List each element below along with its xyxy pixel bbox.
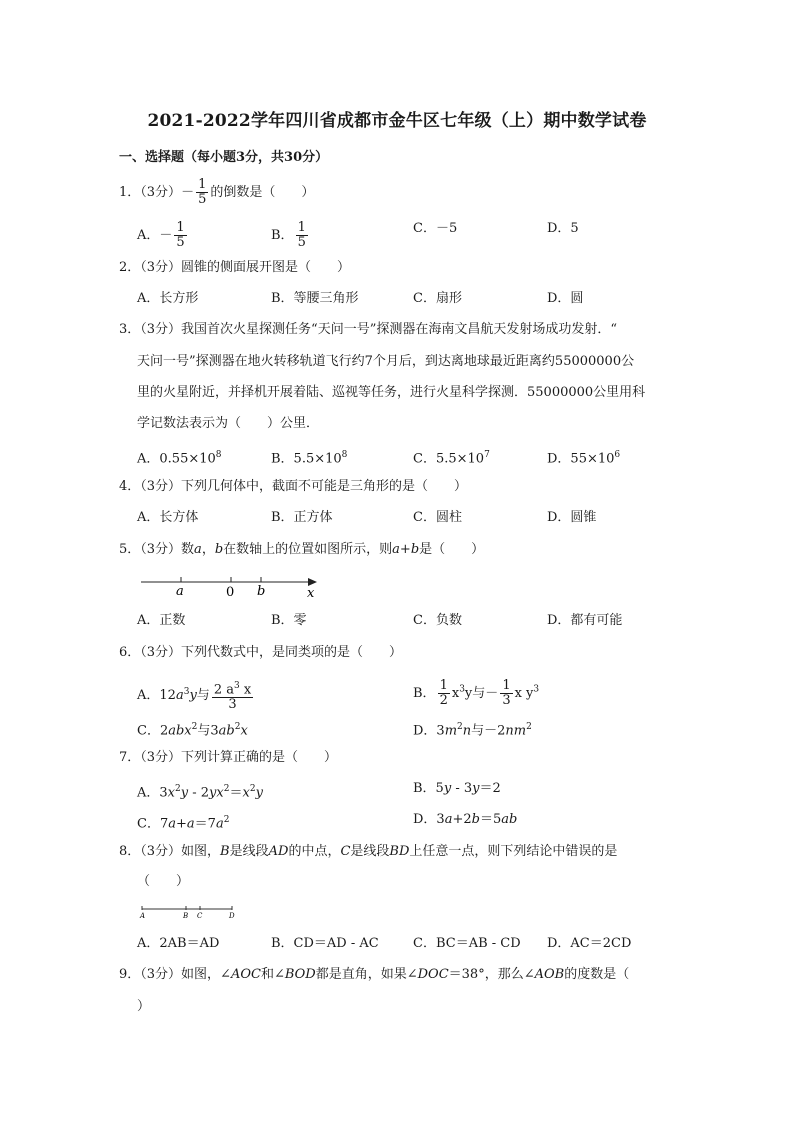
q4-option-c[interactable]: C．圆柱: [413, 510, 462, 525]
option-label: B．: [271, 228, 294, 243]
conj: 与: [472, 686, 486, 701]
q8-stem: 的中点，: [288, 844, 341, 859]
exponent: 3: [233, 681, 240, 691]
axis-arrow: [308, 578, 317, 586]
exponent: 3: [459, 684, 465, 695]
axis-label-0: 0: [226, 585, 235, 600]
question-9-line-1: [119, 965, 629, 985]
section-heading: 一、选择题（每小题3分，共30分）: [119, 150, 329, 165]
question-9-line-2: ）: [137, 999, 151, 1014]
denominator: 5: [176, 235, 185, 250]
exponent: 8: [215, 450, 222, 460]
option-label: A．: [137, 228, 160, 243]
var: a: [186, 816, 195, 832]
op: ＝7: [194, 816, 216, 832]
question-3-line-2: 天问一号”探测器在地火转移轨道飞行约7个月后，到达离地球最近距离约55000000公: [137, 354, 635, 369]
var: y: [189, 688, 197, 704]
question-8-line-1: [119, 842, 617, 862]
label-b: B: [183, 912, 189, 920]
var: b: [471, 812, 480, 827]
op: - 2: [188, 785, 210, 801]
exponent: 8: [341, 450, 348, 460]
question-8-line-2: （ ）: [137, 874, 190, 889]
q5-option-a[interactable]: A．正数: [137, 613, 186, 628]
q9-stem: ＝38°，那么∠: [448, 967, 535, 982]
label-d: D: [229, 912, 235, 920]
q1-option-b[interactable]: [271, 221, 310, 250]
point-c: C: [340, 844, 351, 859]
option-text: C．7: [137, 816, 169, 832]
q5-option-d[interactable]: D．都有可能: [547, 613, 623, 628]
numerator: 1: [439, 678, 448, 693]
q3-option-b[interactable]: [271, 445, 347, 469]
label-a: A: [140, 912, 146, 920]
exponent: 3: [533, 684, 540, 695]
q3-option-c[interactable]: [413, 445, 490, 469]
q5-comma: ，: [201, 542, 215, 557]
q1-option-c[interactable]: C．－5: [413, 221, 458, 236]
option-text: A．0.55×10: [137, 451, 216, 467]
q2-option-a[interactable]: A．长方形: [137, 291, 199, 306]
var: yx: [209, 785, 224, 801]
var: ab: [218, 723, 235, 739]
var: y: [255, 785, 263, 801]
question-1: [119, 178, 314, 207]
q5-option-c[interactable]: C．负数: [413, 613, 462, 628]
var: n: [462, 723, 472, 739]
var: y: [472, 781, 480, 796]
q8-option-d[interactable]: D．AC＝2CD: [547, 936, 632, 951]
option-text: D．3: [413, 723, 445, 739]
q6-option-a[interactable]: [137, 679, 255, 712]
var: y: [443, 781, 452, 796]
exponent: 2: [457, 722, 463, 732]
question-3-line-3: 里的火星附近，并择机开展着陆、巡视等任务，进行火星科学探测．55000000公里用科: [137, 385, 646, 400]
denominator: 3: [228, 697, 237, 713]
var: a: [215, 816, 224, 832]
numerator: [212, 679, 253, 698]
exponent: 2: [175, 784, 181, 794]
option-fraction: [212, 679, 253, 712]
q4-option-b[interactable]: B．正方体: [271, 510, 333, 525]
q5-expression: a+b: [392, 542, 420, 557]
axis-label-x: x: [307, 586, 315, 601]
q7-option-d[interactable]: [413, 810, 517, 830]
op: +: [175, 816, 187, 832]
option-text: C．2: [137, 723, 169, 739]
angle-doc: DOC: [417, 967, 449, 982]
page-title: 2021-2022学年四川省成都市金牛区七年级（上）期中数学试卷: [147, 111, 647, 131]
q1-score: （3分）: [140, 185, 182, 200]
conj: 与－2: [471, 723, 506, 739]
q5-stem-start: 5．（3分）数: [119, 542, 195, 557]
q1-minus: －: [181, 185, 195, 200]
q6-option-d[interactable]: [413, 717, 532, 741]
op: +2: [452, 812, 472, 827]
denominator: 3: [502, 693, 511, 708]
var: m: [444, 723, 458, 739]
number-line-figure: [137, 570, 327, 602]
num-x: x: [239, 682, 252, 698]
q9-stem: 9．（3分）如图，∠: [119, 967, 231, 982]
op: ＝5: [479, 812, 502, 827]
denominator: 2: [439, 693, 448, 708]
option-text: A．3: [137, 785, 168, 801]
angle-aob: AOB: [534, 967, 565, 982]
q2-option-d[interactable]: D．圆: [547, 291, 584, 306]
q5-option-b[interactable]: B．零: [271, 613, 307, 628]
conj: 与: [196, 688, 210, 704]
numerator: 1: [297, 220, 306, 235]
segment-bd: BD: [389, 844, 410, 859]
option-text: C．5.5×10: [413, 451, 485, 467]
q1-option-a[interactable]: [137, 221, 189, 250]
segment-figure: [137, 904, 237, 920]
q7-option-a[interactable]: [137, 779, 263, 803]
q2-option-c[interactable]: C．扇形: [413, 291, 462, 306]
var: a: [175, 688, 184, 704]
var: ab: [501, 812, 518, 827]
exponent: 7: [484, 450, 490, 460]
q7-option-c[interactable]: [137, 810, 229, 834]
conj: 与3: [197, 723, 219, 739]
q1-option-d[interactable]: D．5: [547, 221, 579, 236]
exponent: 6: [614, 450, 621, 460]
q8-stem: 上任意一点，则下列结论中错误的是: [409, 844, 618, 859]
q4-option-d[interactable]: D．圆锥: [547, 510, 597, 525]
exponent: 2: [234, 722, 241, 732]
axis-label-b: b: [257, 584, 266, 599]
segment-ad: AD: [268, 844, 289, 859]
q9-stem: 的度数是（: [564, 967, 630, 982]
minus: －: [485, 686, 499, 701]
q5-stem-mid: 在数轴上的位置如图所示，则: [223, 542, 393, 557]
option-minus: －: [159, 228, 173, 243]
label-c: C: [197, 912, 203, 920]
option-fraction: [296, 221, 308, 250]
q4-option-a[interactable]: A．长方体: [137, 510, 199, 525]
option-text: B．5.5×10: [271, 451, 342, 467]
var: x: [242, 785, 250, 801]
var-a: a: [194, 542, 202, 557]
op: ＝2: [479, 781, 501, 796]
var-b: b: [214, 542, 224, 557]
q1-denominator: 5: [198, 192, 207, 207]
q2-option-b[interactable]: B．等腰三角形: [271, 291, 359, 306]
op: - 3: [451, 781, 473, 796]
q8-stem: 是线段: [229, 844, 269, 859]
q1-fraction: [196, 178, 208, 207]
option-text: D．55×10: [547, 451, 615, 467]
q8-option-b[interactable]: B．CD＝AD - AC: [271, 936, 379, 951]
question-3-line-1: 3．（3分）我国首次火星探测任务“天问一号”探测器在海南文昌航天发射场成功发射．“: [119, 322, 617, 337]
denominator: 5: [297, 235, 306, 250]
option-text: D．3: [413, 812, 445, 827]
axis-label-a: a: [176, 584, 184, 599]
q5-stem-end: 是（ ）: [419, 542, 485, 557]
option-label: B．: [413, 686, 436, 701]
option-text: B．5: [413, 781, 444, 796]
var: a: [168, 816, 176, 832]
angle-aoc: AOC: [230, 967, 261, 982]
q3-option-a[interactable]: [137, 445, 222, 469]
var: x: [451, 686, 460, 701]
option-fraction: [174, 221, 186, 250]
question-5: [119, 540, 484, 560]
angle-bod: BOD: [284, 967, 316, 982]
exponent: 2: [249, 784, 256, 794]
q8-stem: 8．（3分）如图，: [119, 844, 221, 859]
option-text: A．12: [137, 688, 176, 704]
question-3-line-4: 学记数法表示为（ ）公里．: [137, 416, 320, 431]
q6-option-c[interactable]: [137, 717, 248, 741]
q1-numerator: 1: [198, 177, 207, 192]
var: x: [240, 723, 248, 739]
exponent: 2: [191, 722, 198, 732]
exponent: 2: [223, 815, 230, 825]
numerator: 1: [502, 678, 511, 693]
op: ＝: [229, 785, 243, 801]
var: x y: [514, 686, 534, 701]
q7-option-b[interactable]: [413, 779, 501, 799]
var: x: [167, 785, 176, 801]
q1-stem: 的倒数是（ ）: [210, 185, 315, 200]
q9-stem: 和∠: [260, 967, 285, 982]
option-fraction: [438, 679, 450, 708]
q8-stem: 是线段: [350, 844, 390, 859]
var: nm: [505, 723, 527, 739]
q8-option-c[interactable]: C．BC＝AB - CD: [413, 936, 521, 951]
question-2: 2．（3分）圆锥的侧面展开图是（ ）: [119, 260, 351, 275]
var: y: [180, 785, 189, 801]
var: y: [464, 686, 473, 701]
exponent: 2: [526, 722, 532, 732]
exponent: 2: [223, 784, 230, 794]
question-7: 7．（3分）下列计算正确的是（ ）: [119, 750, 338, 765]
q9-stem: 都是直角，如果∠: [315, 967, 418, 982]
option-fraction: [500, 679, 512, 708]
var: abx: [168, 723, 192, 739]
point-b: B: [220, 844, 230, 859]
num-text: 2 a: [213, 682, 234, 698]
var: a: [444, 812, 453, 827]
q3-option-d[interactable]: [547, 445, 620, 469]
question-4: 4．（3分）下列几何体中，截面不可能是三角形的是（ ）: [119, 479, 468, 494]
q1-number: 1．: [119, 185, 141, 200]
exponent: 3: [183, 686, 190, 697]
question-6: 6．（3分）下列代数式中，是同类项的是（ ）: [119, 645, 403, 660]
numerator: 1: [176, 220, 185, 235]
q6-option-b[interactable]: [413, 679, 539, 708]
q8-option-a[interactable]: A．2AB＝AD: [137, 936, 220, 951]
